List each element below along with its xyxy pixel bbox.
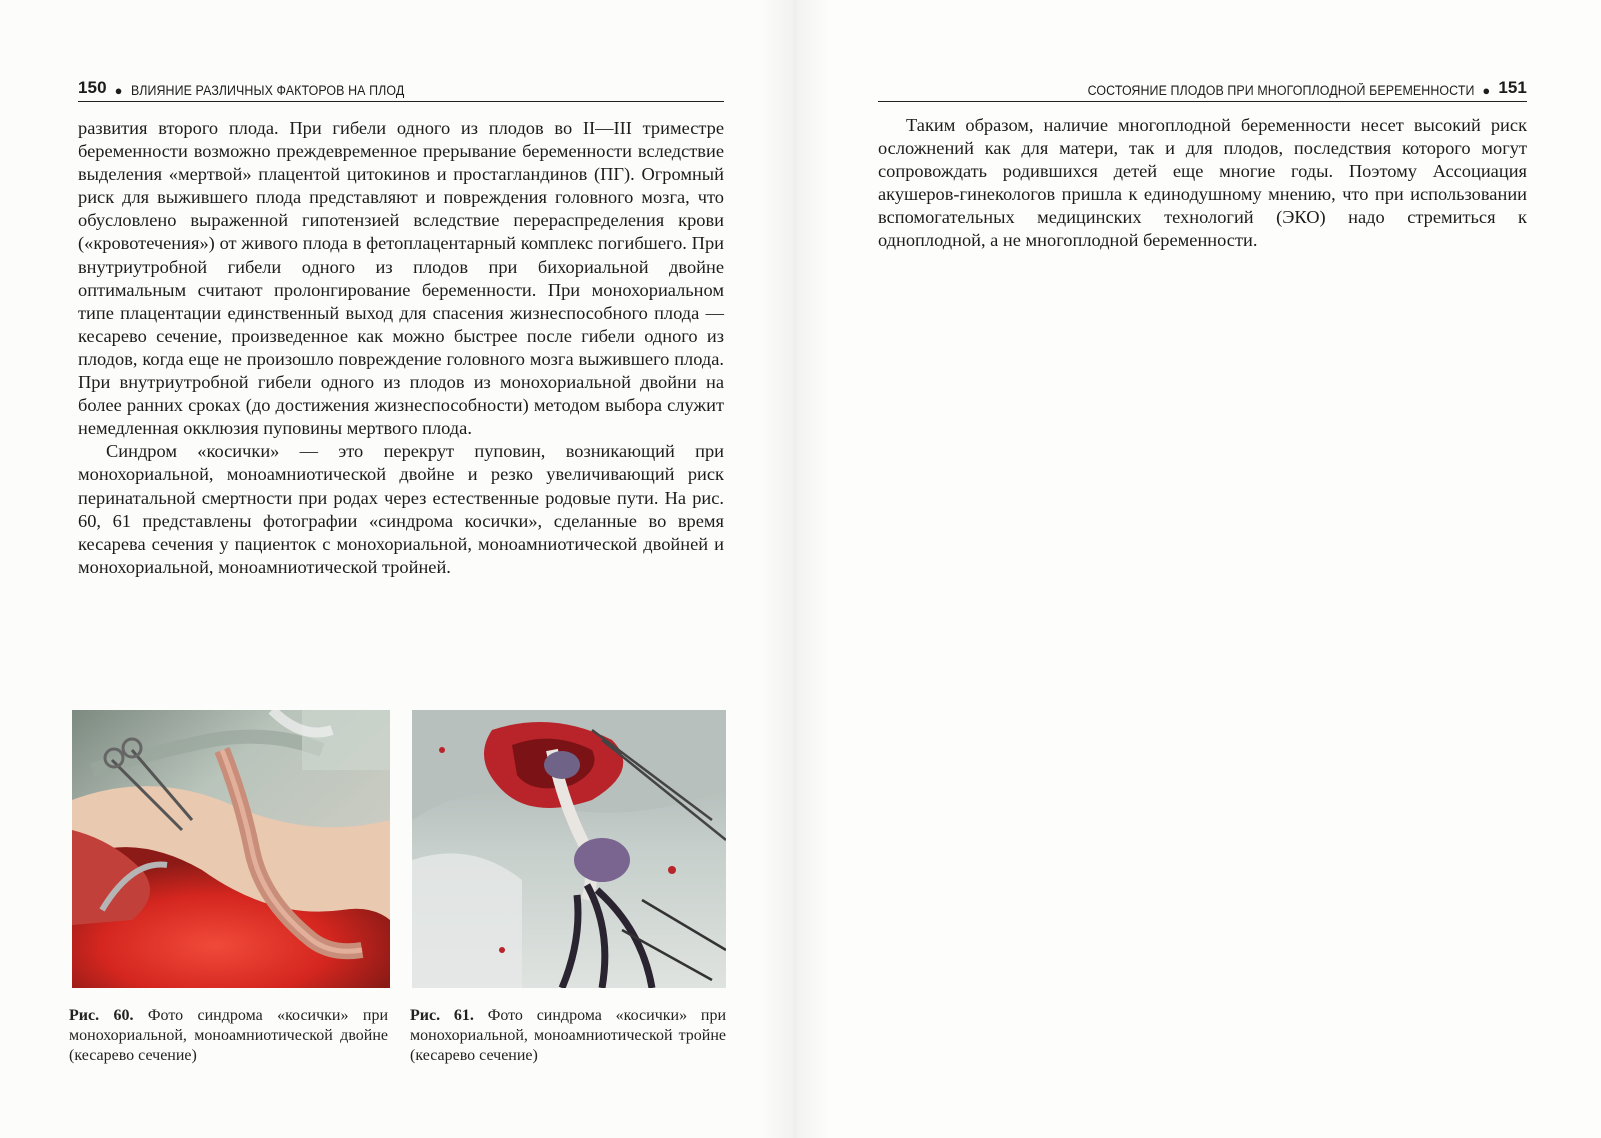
right-running-header [878,76,1527,102]
figure-60-label: Рис. 60. [69,1007,134,1024]
surgery-photo-twins [72,710,390,988]
left-body-text [78,117,724,579]
right-header-title: СОСТОЯНИЕ ПЛОДОВ ПРИ МНОГОПЛОДНОЙ БЕРЕМЕННОСТИ [1087,83,1475,98]
right-body-text [878,114,1527,253]
figure-61-caption-text: Фото синдрома «косички» при монохориальной, моноамниотической тройне (кесарево сечение) [410,1007,726,1064]
left-header-title: ВЛИЯНИЕ РАЗЛИЧНЫХ ФАКТОРОВ НА ПЛОД [130,83,404,98]
header-bullet-icon: ● [114,83,123,98]
book-gutter [760,0,830,1138]
left-paragraph-2: Синдром «косички» — это перекрут пуповин, возникающий при монохориальной, моноамниотической двойне и резко увеличивающий риск перинатальной смертности при родах через естественные родовые пути. На рис. 60, 61 представлены фотографии «синдрома косички», сделанные во время кесарева сечения у пациенток с монохориальной, моноамниотической двойней и монохориальной, моноамниотической тройней. [78,441,724,577]
figure-61-label: Рис. 61. [410,1007,474,1024]
left-page [0,0,790,1138]
right-page-number: 151 [1498,78,1527,97]
header-bullet-icon: ● [1482,83,1491,98]
left-paragraph-1: развития второго плода. При гибели одного из плодов во II—III триместре беременности возможно преждевременное прерывание беременности вследствие выделения «мертвой» плацентой цитокинов и простагландинов (ПГ). Огромный риск для выжившего плода представляют и повреждения головного мозга, что обусловлено выраженной гипотензией вследствие перераспределения крови («кровотечения») от живого плода в фетоплацентарный комплекс погибшего. При внутриутробной гибели одного из плодов при бихориальной двойне оптимальным считают пролонгирование беременности. При монохориальном типе плацентации единственный выход для спасения жизнеспособного плода — кесарево сечение, произведенное как можно быстрее после гибели одного из плодов, когда еще не произошло повреждение головного мозга выжившего плода. При внутриутробной гибели одного из плодов из монохориальной двойни на более ранних сроках (до достижения жизнеспособности) методом выбора служит немедленная окклюзия пуповины мертвого плода. [78,118,724,439]
figure-60-caption [69,1006,388,1066]
figure-60-caption-text: Фото синдрома «косички» при монохориальной, моноамниотической двойне (кесарево сечение) [69,1007,389,1064]
surgery-photo-triplets [412,710,726,988]
right-page [790,0,1601,1138]
figure-61-photo [412,710,726,988]
figure-60-photo [72,710,390,988]
figure-61-caption [410,1006,726,1066]
left-running-header [78,76,724,102]
right-paragraph-1: Таким образом, наличие многоплодной беременности несет высокий риск осложнений как для матери, так и для плодов, последствия которого могут сопровождать родившихся детей еще многие годы. Поэтому Ассоциация акушеров-гинекологов пришла к единодушному мнению, что при использовании вспомогательных медицинских технологий (ЭКО) надо стремиться к одноплодной, а не многоплодной беременности. [878,115,1527,251]
left-page-number: 150 [78,78,107,97]
